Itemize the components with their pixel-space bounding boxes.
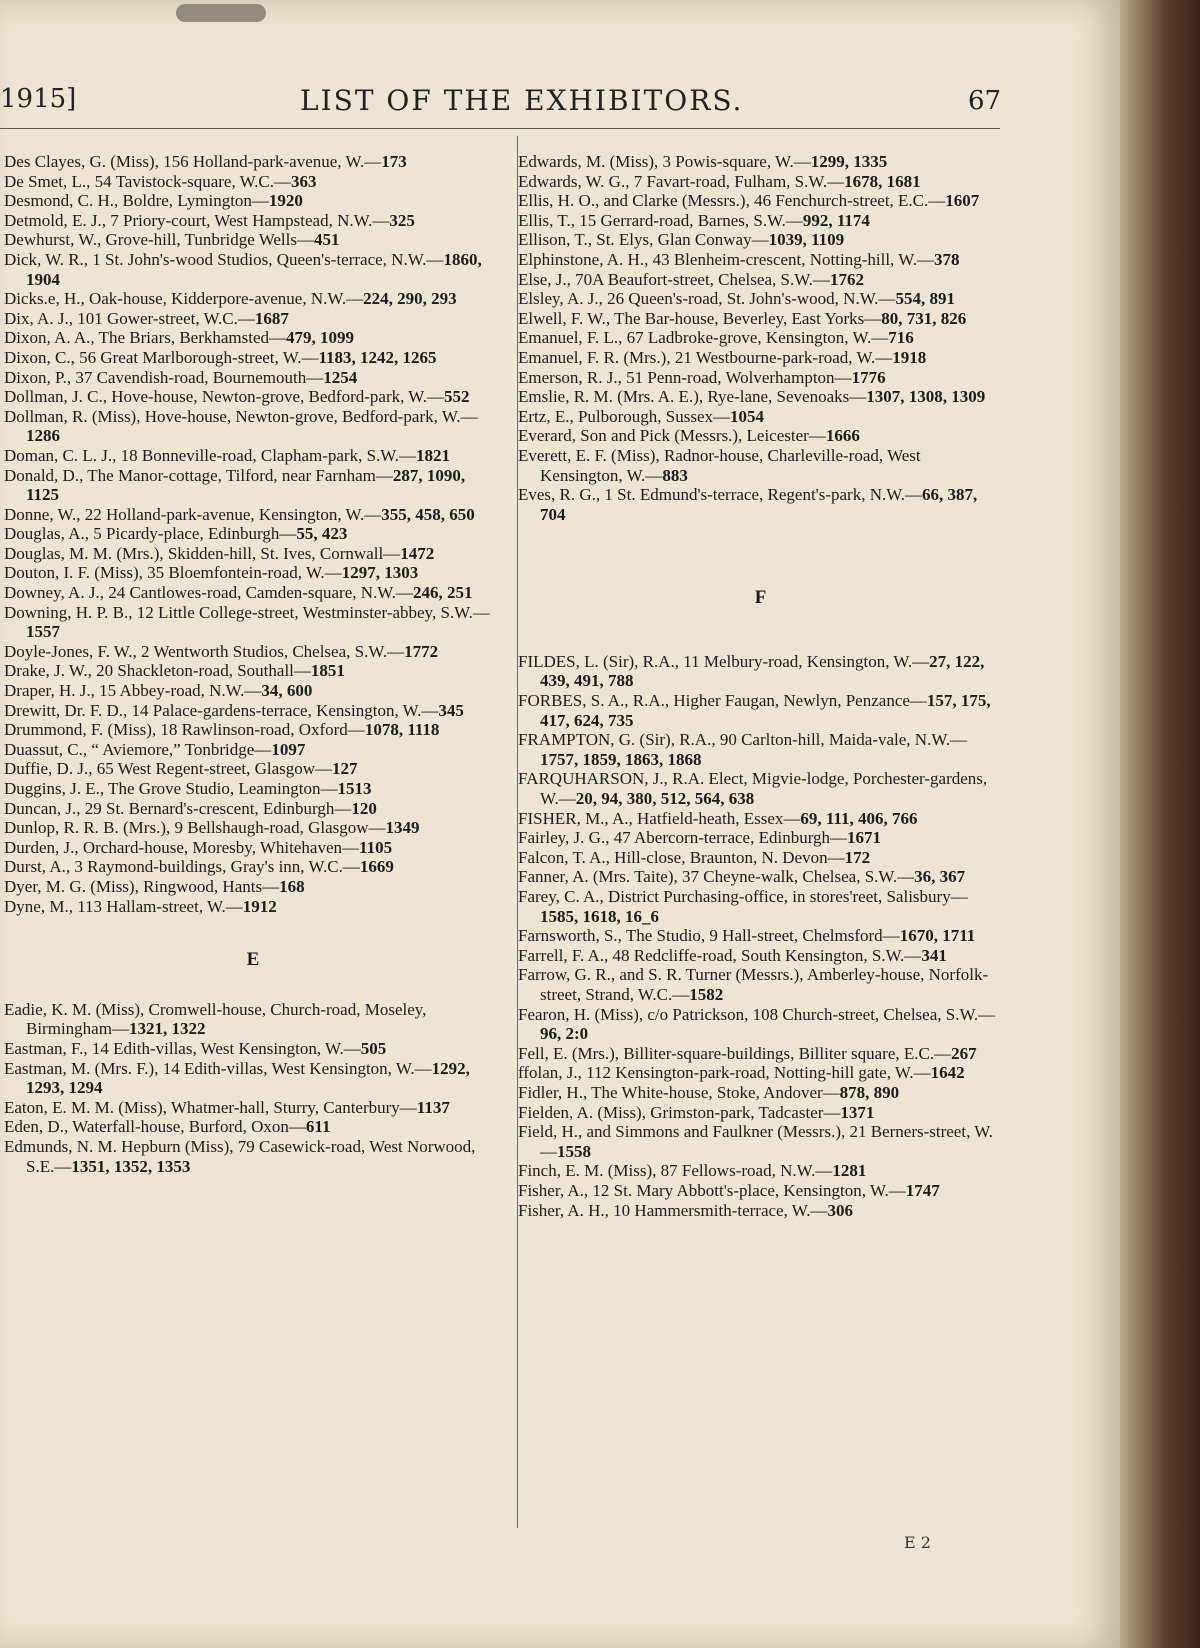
exhibitor-entry — [518, 289, 1003, 309]
catalogue-numbers: 1669 — [359, 857, 394, 877]
exhibitor-entry — [4, 328, 502, 348]
catalogue-numbers: 1039, 1109 — [768, 230, 845, 250]
catalogue-numbers: 1918 — [892, 347, 927, 367]
exhibitor-name-address: Farnsworth, S., The Studio, 9 Hall-street, Chelmsford— — [518, 926, 900, 946]
catalogue-numbers: 1607 — [945, 191, 980, 211]
catalogue-numbers: 1286 — [26, 426, 60, 446]
exhibitor-name-address: Dixon, C., 56 Great Marlborough-street, W.— — [4, 347, 319, 367]
exhibitor-name-address: Downing, H. P. B., 12 Little College-street, Westminster-abbey, S.W.— — [4, 602, 490, 622]
exhibitor-name-address: Downey, A. J., 24 Cantlowes-road, Camden-square, N.W.— — [4, 583, 414, 603]
catalogue-numbers: 168 — [279, 876, 305, 896]
exhibitor-name-address: Fisher, A., 12 St. Mary Abbott's-place, Kensington, W.— — [518, 1180, 906, 1200]
exhibitor-name-address: Emanuel, F. R. (Mrs.), 21 Westbourne-park-road, W.— — [518, 347, 893, 367]
exhibitor-entry — [518, 652, 1003, 691]
exhibitor-name-address: Doman, C. L. J., 18 Bonneville-road, Clapham-park, S.W.— — [4, 445, 417, 465]
exhibitor-name-address: ffolan, J., 112 Kensington-park-road, Notting-hill gate, W.— — [518, 1063, 931, 1083]
exhibitor-name-address: Des Clayes, G. (Miss), 156 Holland-park-avenue, W.— — [4, 152, 382, 171]
exhibitor-name-address: Drummond, F. (Miss), 18 Rawlinson-road, Oxford— — [4, 720, 365, 740]
catalogue-numbers: 246, 251 — [413, 583, 473, 603]
catalogue-numbers: 1292, 1293, 1294 — [26, 1058, 470, 1098]
catalogue-numbers: 306 — [827, 1200, 854, 1220]
section-letter-f: F — [754, 587, 767, 609]
catalogue-numbers: 120 — [351, 798, 377, 818]
exhibitor-entry — [518, 1122, 1003, 1161]
exhibitor-name-address: Dick, W. R., 1 St. John's-wood Studios, Queen's-terrace, N.W.— — [4, 249, 444, 269]
exhibitor-entry — [518, 769, 1003, 808]
exhibitor-entry — [4, 1059, 502, 1098]
catalogue-numbers: 1772 — [404, 641, 439, 661]
catalogue-numbers: 552 — [444, 387, 470, 407]
exhibitor-name-address: Finch, E. M. (Miss), 87 Fellows-road, N.W.— — [518, 1161, 833, 1181]
exhibitor-entry — [518, 368, 1003, 388]
exhibitor-name-address: Dyer, M. G. (Miss), Ringwood, Hants— — [4, 876, 280, 896]
catalogue-numbers: 1137 — [416, 1097, 450, 1117]
exhibitor-name-address: Eadie, K. M. (Miss), Cromwell-house, Church-road, Moseley, Birmingham— — [4, 999, 427, 1039]
exhibitor-name-address: Douglas, M. M. (Mrs.), Skidden-hill, St. Ives, Cornwall— — [4, 543, 401, 563]
exhibitor-name-address: Edmunds, N. M. Hepburn (Miss), 79 Casewick-road, West Norwood, S.E.— — [4, 1136, 476, 1176]
catalogue-numbers: 55, 423 — [296, 524, 348, 544]
exhibitor-name-address: Eves, R. G., 1 St. Edmund's-terrace, Regent's-park, N.W.— — [518, 485, 922, 505]
exhibitor-name-address: Douton, I. F. (Miss), 35 Bloemfontein-road, W.— — [4, 563, 342, 583]
exhibitor-entry — [4, 603, 502, 642]
exhibitor-entry — [4, 230, 502, 250]
exhibitor-entry — [4, 877, 502, 897]
catalogue-numbers: 1678, 1681 — [844, 171, 921, 191]
exhibitor-entry — [518, 426, 1003, 446]
catalogue-numbers: 69, 111, 406, 766 — [800, 808, 918, 828]
exhibitor-name-address: Fell, E. (Mrs.), Billiter-square-buildings, Billiter square, E.C.— — [518, 1043, 952, 1063]
exhibitor-name-address: Durden, J., Orchard-house, Moresby, Whitehaven— — [4, 837, 360, 857]
exhibitor-entry — [4, 289, 502, 309]
exhibitor-name-address: FRAMPTON, G. (Sir), R.A., 90 Carlton-hill, Maida-vale, N.W.— — [518, 730, 968, 750]
exhibitor-name-address: Dix, A. J., 101 Gower-street, W.C.— — [4, 308, 255, 328]
exhibitor-entry — [518, 946, 1003, 966]
catalogue-numbers: 878, 890 — [839, 1082, 900, 1102]
exhibitor-name-address: Dollman, J. C., Hove-house, Newton-grove, Bedford-park, W.— — [4, 387, 445, 407]
exhibitor-name-address: FILDES, L. (Sir), R.A., 11 Melbury-road, Kensington, W.— — [518, 651, 930, 671]
exhibitor-name-address: Elwell, F. W., The Bar-house, Beverley, East Yorks— — [518, 308, 882, 328]
exhibitor-name-address: Ellison, T., St. Elys, Glan Conway— — [518, 230, 769, 250]
exhibitor-name-address: Donne, W., 22 Holland-park-avenue, Kensington, W.— — [4, 504, 382, 524]
exhibitor-name-address: Fairley, J. G., 47 Abercorn-terrace, Edinburgh— — [518, 828, 848, 848]
catalogue-numbers: 1642 — [930, 1063, 965, 1083]
catalogue-numbers: 883 — [662, 465, 688, 485]
exhibitor-name-address: Emanuel, F. L., 67 Ladbroke-grove, Kensington, W.— — [518, 328, 889, 348]
exhibitor-name-address: Duassut, C., “ Aviemore,” Tonbridge— — [4, 739, 272, 759]
exhibitor-entry — [518, 1181, 1003, 1201]
exhibitor-entry — [518, 407, 1003, 427]
exhibitor-name-address: Fanner, A. (Mrs. Taite), 37 Cheyne-walk, Chelsea, S.W.— — [518, 867, 915, 887]
catalogue-numbers: 451 — [313, 230, 340, 250]
exhibitor-entry — [4, 1039, 502, 1059]
catalogue-numbers: 1776 — [851, 367, 886, 387]
exhibitor-name-address: Everett, E. F. (Miss), Radnor-house, Charleville-road, West Kensington, W.— — [518, 445, 921, 485]
exhibitor-entry — [4, 681, 502, 701]
left-column — [4, 152, 502, 1176]
catalogue-numbers: 1762 — [829, 269, 864, 289]
exhibitor-name-address: Fidler, H., The White-house, Stoke, Andover— — [518, 1082, 840, 1102]
catalogue-numbers: 1349 — [385, 818, 420, 838]
exhibitor-name-address: Fearon, H. (Miss), c/o Patrickson, 108 Church-street, Chelsea, S.W.— — [518, 1004, 996, 1024]
right-column — [518, 152, 1003, 1220]
exhibitor-entry — [518, 152, 1003, 172]
exhibitor-name-address: Drake, J. W., 20 Shackleton-road, Southall— — [4, 661, 311, 681]
exhibitor-entry — [518, 730, 1003, 769]
exhibitor-name-address: Eaton, E. M. M. (Miss), Whatmer-hall, Sturry, Canterbury— — [4, 1097, 417, 1117]
exhibitor-name-address: Farey, C. A., District Purchasing-office, in stores'reet, Salisbury— — [518, 887, 968, 906]
catalogue-numbers: 1860, 1904 — [26, 249, 482, 289]
exhibitor-entry — [518, 1063, 1003, 1083]
exhibitor-name-address: Eastman, F., 14 Edith-villas, West Kensington, W.— — [4, 1038, 361, 1058]
exhibitor-entry — [518, 309, 1003, 329]
exhibitor-entry — [4, 368, 502, 388]
exhibitor-entry — [4, 818, 502, 838]
catalogue-numbers: 1671 — [847, 828, 882, 848]
exhibitor-entry — [518, 387, 1003, 407]
exhibitor-entry — [4, 466, 502, 505]
exhibitor-entry — [518, 250, 1003, 270]
section-letter-e: E — [246, 949, 260, 971]
exhibitor-name-address: Falcon, T. A., Hill-close, Braunton, N. Devon— — [518, 847, 845, 867]
catalogue-numbers: 1513 — [337, 779, 372, 798]
exhibitor-name-address: Duffie, D. J., 65 West Regent-street, Glasgow— — [4, 759, 333, 779]
catalogue-numbers: 1747 — [905, 1180, 940, 1200]
exhibitor-entry — [518, 1005, 1003, 1044]
exhibitor-name-address: Fielden, A. (Miss), Grimston-park, Tadcaster— — [518, 1102, 841, 1122]
exhibitor-name-address: Detmold, E. J., 7 Priory-court, West Hampstead, N.W.— — [4, 210, 390, 230]
exhibitor-entry — [4, 857, 502, 877]
catalogue-numbers: 1557 — [26, 622, 60, 642]
exhibitor-name-address: Duggins, J. E., The Grove Studio, Leamington— — [4, 779, 338, 798]
exhibitor-name-address: Douglas, A., 5 Picardy-place, Edinburgh— — [4, 524, 297, 544]
catalogue-numbers: 355, 458, 650 — [381, 504, 475, 524]
catalogue-numbers: 505 — [360, 1038, 387, 1058]
catalogue-numbers: 1321, 1322 — [128, 1019, 206, 1039]
exhibitor-entry — [518, 270, 1003, 290]
exhibitor-entry — [518, 1044, 1003, 1064]
entries-e-list — [4, 1000, 502, 1176]
catalogue-numbers: 1912 — [242, 896, 277, 916]
catalogue-numbers: 1054 — [730, 406, 765, 426]
catalogue-numbers: 36, 367 — [914, 867, 966, 887]
catalogue-numbers: 267 — [951, 1043, 977, 1063]
catalogue-numbers: 554, 891 — [895, 289, 955, 309]
header-rule — [0, 128, 1000, 129]
catalogue-numbers: 378 — [933, 249, 960, 269]
exhibitor-name-address: Desmond, C. H., Boldre, Lymington— — [4, 191, 269, 211]
exhibitor-entry — [518, 211, 1003, 231]
catalogue-numbers: 1585, 1618, 16_6 — [540, 906, 659, 926]
catalogue-numbers: 992, 1174 — [802, 210, 870, 230]
catalogue-numbers: 172 — [844, 847, 871, 867]
exhibitor-entry — [4, 250, 502, 289]
exhibitor-name-address: Drewitt, Dr. F. D., 14 Palace-gardens-terrace, Kensington, W.— — [4, 700, 439, 720]
catalogue-numbers: 1254 — [323, 367, 358, 387]
exhibitor-name-address: Field, H., and Simmons and Faulkner (Messrs.), 21 Berners-street, W.— — [518, 1122, 993, 1161]
exhibitor-name-address: Dixon, P., 37 Cavendish-road, Bournemouth— — [4, 367, 324, 387]
exhibitor-name-address: Ellis, T., 15 Gerrard-road, Barnes, S.W.— — [518, 210, 803, 230]
exhibitor-entry — [4, 152, 502, 172]
exhibitor-entry — [518, 809, 1003, 829]
exhibitor-entry — [4, 701, 502, 721]
catalogue-numbers: 1558 — [557, 1141, 591, 1161]
header-year: 1915] — [0, 84, 77, 114]
exhibitor-entry — [518, 1201, 1003, 1221]
catalogue-numbers: 611 — [305, 1117, 331, 1137]
exhibitor-entry — [4, 897, 502, 917]
exhibitor-name-address: Eden, D., Waterfall-house, Burford, Oxon— — [4, 1117, 306, 1137]
exhibitor-entry — [518, 965, 1003, 1004]
catalogue-numbers: 66, 387, 704 — [540, 485, 978, 524]
exhibitor-name-address: Ertz, E., Pulborough, Sussex— — [518, 406, 731, 426]
entries-e-continued-list — [518, 152, 1003, 524]
exhibitor-entry — [518, 172, 1003, 192]
exhibitor-name-address: Farrell, F. A., 48 Redcliffe-road, South Kensington, S.W.— — [518, 945, 922, 965]
catalogue-numbers: 1281 — [832, 1161, 867, 1181]
exhibitor-entry — [518, 828, 1003, 848]
exhibitor-entry — [4, 446, 502, 466]
exhibitor-name-address: Fisher, A. H., 10 Hammersmith-terrace, W.— — [518, 1200, 828, 1220]
exhibitor-entry — [4, 544, 502, 564]
exhibitor-entry — [518, 191, 1003, 211]
catalogue-numbers: 1297, 1303 — [341, 563, 419, 583]
catalogue-numbers: 80, 731, 826 — [881, 308, 967, 328]
catalogue-numbers: 27, 122, 439, 491, 788 — [540, 651, 985, 691]
exhibitor-name-address: Dollman, R. (Miss), Hove-house, Newton-grove, Bedford-park, W.— — [4, 406, 478, 426]
catalogue-numbers: 363 — [291, 171, 317, 191]
catalogue-numbers: 1687 — [254, 308, 289, 328]
exhibitor-entry — [4, 387, 502, 407]
catalogue-numbers: 173 — [381, 152, 407, 171]
catalogue-numbers: 1851 — [310, 661, 345, 681]
exhibitor-name-address: Doyle-Jones, F. W., 2 Wentworth Studios, Chelsea, S.W.— — [4, 641, 405, 661]
exhibitor-name-address: Eastman, M. (Mrs. F.), 14 Edith-villas, West Kensington, W.— — [4, 1058, 432, 1078]
exhibitor-name-address: Elsley, A. J., 26 Queen's-road, St. John's-wood, N.W.— — [518, 289, 896, 309]
exhibitor-name-address: Dewhurst, W., Grove-hill, Tunbridge Wells— — [4, 230, 314, 250]
exhibitor-entry — [4, 211, 502, 231]
catalogue-numbers: 345 — [438, 700, 464, 720]
catalogue-numbers: 157, 175, 417, 624, 735 — [540, 691, 991, 730]
book-binding — [1120, 0, 1200, 1648]
exhibitor-entry — [4, 759, 502, 779]
exhibitor-entry — [4, 1098, 502, 1118]
exhibitor-entry — [518, 848, 1003, 868]
catalogue-numbers: 325 — [389, 210, 415, 230]
exhibitor-name-address: Edwards, W. G., 7 Favart-road, Fulham, S.W.— — [518, 171, 845, 191]
catalogue-numbers: 224, 290, 293 — [363, 289, 457, 309]
exhibitor-entry — [518, 867, 1003, 887]
exhibitor-name-address: FORBES, S. A., R.A., Higher Faugan, Newlyn, Penzance— — [518, 691, 927, 711]
catalogue-numbers: 1307, 1308, 1309 — [866, 387, 986, 407]
exhibitor-entry — [4, 799, 502, 819]
exhibitor-name-address: De Smet, L., 54 Tavistock-square, W.C.— — [4, 171, 291, 191]
exhibitor-name-address: Ellis, H. O., and Clarke (Messrs.), 46 Fenchurch-street, E.C.— — [518, 191, 946, 211]
page-clip — [176, 4, 266, 22]
exhibitor-entry — [4, 1137, 502, 1176]
exhibitor-entry — [4, 661, 502, 681]
catalogue-numbers: 1299, 1335 — [810, 152, 888, 171]
exhibitor-entry — [4, 309, 502, 329]
exhibitor-entry — [4, 172, 502, 192]
exhibitor-name-address: FISHER, M., A., Hatfield-heath, Essex— — [518, 808, 801, 828]
entries-f-list — [518, 652, 1003, 1220]
catalogue-numbers: 1472 — [400, 543, 435, 563]
exhibitor-name-address: Everard, Son and Pick (Messrs.), Leicester— — [518, 426, 826, 446]
exhibitor-entry — [4, 407, 502, 446]
catalogue-numbers: 1097 — [271, 739, 306, 759]
exhibitor-entry — [518, 926, 1003, 946]
exhibitor-entry — [518, 1083, 1003, 1103]
catalogue-numbers: 34, 600 — [261, 681, 313, 701]
exhibitor-entry — [4, 524, 502, 544]
exhibitor-entry — [518, 1161, 1003, 1181]
exhibitor-entry — [4, 191, 502, 211]
exhibitor-entry — [518, 348, 1003, 368]
exhibitor-entry — [4, 505, 502, 525]
exhibitor-name-address: Emerson, R. J., 51 Penn-road, Wolverhampton— — [518, 367, 852, 387]
catalogue-numbers: 1821 — [416, 445, 451, 465]
exhibitor-entry — [4, 583, 502, 603]
exhibitor-entry — [4, 348, 502, 368]
header-page-number: 67 — [968, 86, 1002, 116]
catalogue-numbers: 1078, 1118 — [364, 720, 440, 740]
exhibitor-name-address: Duncan, J., 29 St. Bernard's-crescent, Edinburgh— — [4, 798, 352, 818]
exhibitor-entry — [4, 740, 502, 760]
exhibitor-entry — [518, 887, 1003, 926]
signature-mark: E 2 — [904, 1533, 931, 1552]
catalogue-numbers: 127 — [332, 759, 358, 779]
catalogue-numbers: 1582 — [689, 984, 724, 1004]
exhibitor-entry — [4, 642, 502, 662]
catalogue-numbers: 716 — [888, 328, 914, 348]
exhibitor-name-address: Else, J., 70A Beaufort-street, Chelsea, S.W.— — [518, 269, 830, 289]
exhibitor-name-address: Donald, D., The Manor-cottage, Tilford, near Farnham— — [4, 465, 393, 485]
catalogue-numbers: 1920 — [268, 191, 303, 211]
catalogue-numbers: 1757, 1859, 1863, 1868 — [540, 749, 702, 769]
exhibitor-entry — [4, 1000, 502, 1039]
exhibitor-name-address: Dicks.e, H., Oak-house, Kidderpore-avenue, N.W.— — [4, 289, 364, 309]
exhibitor-name-address: FARQUHARSON, J., R.A. Elect, Migvie-lodge, Porchester-gardens, W.— — [518, 769, 988, 809]
exhibitor-entry — [518, 328, 1003, 348]
exhibitor-name-address: Emslie, R. M. (Mrs. A. E.), Rye-lane, Sevenoaks— — [518, 387, 867, 407]
catalogue-numbers: 287, 1090, 1125 — [26, 465, 466, 505]
exhibitor-entry — [518, 230, 1003, 250]
exhibitor-entry — [4, 1117, 502, 1137]
exhibitor-entry — [4, 779, 502, 799]
exhibitor-entry — [518, 1103, 1003, 1123]
exhibitor-name-address: Durst, A., 3 Raymond-buildings, Gray's inn, W.C.— — [4, 857, 360, 877]
header-title: LIST OF THE EXHIBITORS. — [300, 84, 744, 117]
catalogue-numbers: 1670, 1711 — [899, 926, 976, 946]
exhibitor-name-address: Farrow, G. R., and S. R. Turner (Messrs.), Amberley-house, Norfolk-street, Strand, W.C.— — [518, 965, 989, 1004]
exhibitor-entry — [4, 563, 502, 583]
catalogue-numbers: 1666 — [825, 426, 860, 446]
exhibitor-entry — [518, 485, 1003, 524]
catalogue-numbers: 341 — [921, 945, 947, 965]
catalogue-numbers: 479, 1099 — [286, 328, 355, 348]
exhibitor-name-address: Dyne, M., 113 Hallam-street, W.— — [4, 896, 243, 916]
exhibitor-name-address: Dunlop, R. R. B. (Mrs.), 9 Bellshaugh-road, Glasgow— — [4, 818, 386, 838]
catalogue-numbers: 1371 — [840, 1102, 875, 1122]
entries-d-list — [4, 152, 502, 916]
catalogue-numbers: 20, 94, 380, 512, 564, 638 — [575, 789, 755, 809]
exhibitor-name-address: Elphinstone, A. H., 43 Blenheim-crescent, Notting-hill, W.— — [518, 249, 934, 269]
running-header — [0, 84, 1000, 124]
catalogue-numbers: 1183, 1242, 1265 — [318, 347, 437, 367]
exhibitor-name-address: Dixon, A. A., The Briars, Berkhamsted— — [4, 328, 287, 348]
exhibitor-name-address: Edwards, M. (Miss), 3 Powis-square, W.— — [518, 152, 811, 171]
catalogue-numbers: 1351, 1352, 1353 — [71, 1156, 191, 1176]
exhibitor-entry — [518, 446, 1003, 485]
catalogue-numbers: 96, 2:0 — [540, 1024, 589, 1044]
exhibitor-entry — [4, 720, 502, 740]
exhibitor-name-address: Draper, H. J., 15 Abbey-road, N.W.— — [4, 681, 262, 701]
exhibitor-entry — [4, 838, 502, 858]
catalogue-numbers: 1105 — [359, 837, 393, 857]
exhibitor-entry — [518, 691, 1003, 730]
